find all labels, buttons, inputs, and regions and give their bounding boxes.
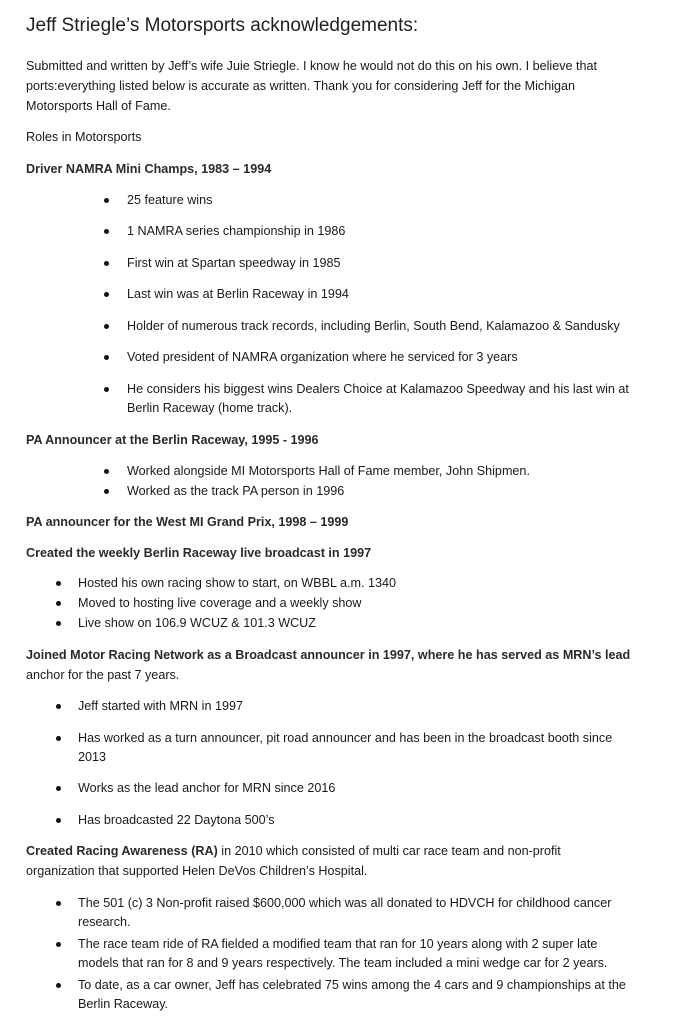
bullet-icon	[104, 229, 109, 234]
namra-item: Holder of numerous track records, including Berlin, South Bend, Kalamazoo & Sandusky	[127, 319, 620, 333]
bullet-icon	[56, 601, 61, 606]
broadcast-item: Hosted his own racing show to start, on WBBL a.m. 1340	[78, 576, 397, 590]
namra-item: 25 feature wins	[127, 193, 213, 207]
mrn-item: Jeff started with MRN in 1997	[78, 699, 243, 713]
bullet-icon	[56, 581, 61, 586]
namra-item: Voted president of NAMRA organization where he serviced for 3 years	[127, 350, 518, 364]
bullet-icon	[56, 621, 61, 626]
ra-item-continued: models that ran for 8 and 9 years respectively. The team included a mini wedge car for 2 years.	[78, 956, 608, 970]
bullet-icon	[56, 942, 61, 947]
broadcast-item: Live show on 106.9 WCUZ & 101.3 WCUZ	[78, 616, 316, 630]
mrn-item: Works as the lead anchor for MRN since 2016	[78, 781, 336, 795]
bullet-icon	[56, 818, 61, 823]
ra-heading-bold: Created Racing Awareness (RA)	[26, 844, 218, 858]
pa-berlin-heading: PA Announcer at the Berlin Raceway, 1995 - 1996	[26, 433, 319, 447]
namra-item: He considers his biggest wins Dealers Choice at Kalamazoo Speedway and his last win at	[127, 382, 629, 396]
mrn-heading-line-1: Joined Motor Racing Network as a Broadcast announcer in 1997, where he has served as MRN’s lead	[26, 648, 631, 662]
broadcast-heading: Created the weekly Berlin Raceway live broadcast in 1997	[26, 546, 372, 560]
bullet-icon	[56, 901, 61, 906]
intro-line-2: ports:everything listed below is accurate as written. Thank you for considering Jeff for the Michigan	[26, 79, 576, 93]
bullet-icon	[104, 324, 109, 329]
bullet-icon	[104, 261, 109, 266]
page-title: Jeff Striegle’s Motorsports acknowledgements:	[26, 15, 419, 36]
intro-line-1: Submitted and written by Jeff’s wife Juie Striegle. I know he would not do this on his own. I believe that	[26, 59, 597, 73]
bullet-icon	[104, 387, 109, 392]
mrn-heading-line-2: anchor for the past 7 years.	[26, 668, 180, 682]
broadcast-item: Moved to hosting live coverage and a weekly show	[78, 596, 362, 610]
namra-heading: Driver NAMRA Mini Champs, 1983 – 1994	[26, 162, 272, 176]
ra-heading-line-2: organization that supported Helen DeVos Children’s Hospital.	[26, 864, 368, 878]
ra-heading-rest: in 2010 which consisted of multi car race team and non-profit	[217, 844, 561, 858]
pa-berlin-item: Worked as the track PA person in 1996	[127, 484, 345, 498]
ra-item: The 501 (c) 3 Non-profit raised $600,000 which was all donated to HDVCH for childhood cancer	[78, 896, 612, 910]
mrn-item: Has broadcasted 22 Daytona 500’s	[78, 813, 275, 827]
bullet-icon	[104, 355, 109, 360]
pa-berlin-item: Worked alongside MI Motorsports Hall of Fame member, John Shipmen.	[127, 464, 530, 478]
namra-item: Last win was at Berlin Raceway in 1994	[127, 287, 349, 301]
bullet-icon	[104, 469, 109, 474]
ra-item-continued: research.	[78, 915, 131, 929]
ra-item: The race team ride of RA fielded a modified team that ran for 10 years along with 2 super late	[78, 937, 598, 951]
mrn-item: Has worked as a turn announcer, pit road announcer and has been in the broadcast booth since	[78, 731, 613, 745]
ra-item: To date, as a car owner, Jeff has celebrated 75 wins among the 4 cars and 9 championships at the	[78, 978, 626, 992]
bullet-icon	[56, 983, 61, 988]
namra-item-continued: Berlin Raceway (home track).	[127, 401, 293, 415]
roles-heading: Roles in Motorsports	[26, 130, 142, 144]
bullet-icon	[104, 489, 109, 494]
namra-item: First win at Spartan speedway in 1985	[127, 256, 341, 270]
bullet-icon	[56, 704, 61, 709]
namra-item: 1 NAMRA series championship in 1986	[127, 224, 346, 238]
bullet-icon	[104, 198, 109, 203]
bullet-icon	[56, 786, 61, 791]
intro-line-3: Motorsports Hall of Fame.	[26, 99, 171, 113]
bullet-icon	[56, 736, 61, 741]
ra-item-continued: Berlin Raceway.	[78, 997, 169, 1011]
ra-heading-line-1	[26, 842, 561, 861]
pa-west-heading: PA announcer for the West MI Grand Prix, 1998 – 1999	[26, 515, 349, 529]
bullet-icon	[104, 292, 109, 297]
mrn-item-continued: 2013	[78, 750, 107, 764]
